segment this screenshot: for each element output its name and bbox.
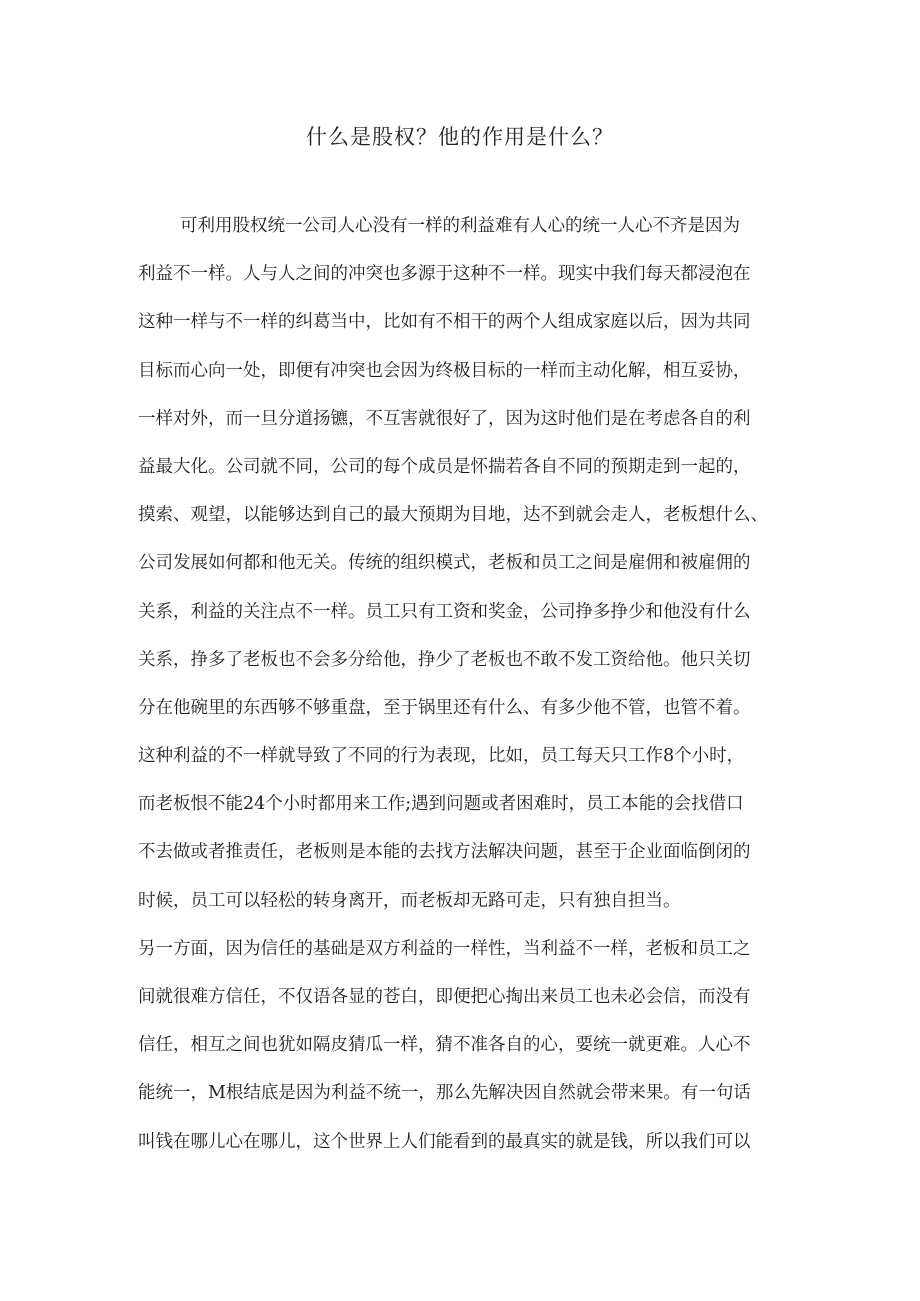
text-line: 一样对外，而一旦分道扬镳，不互害就很好了，因为这时他们是在考虑各自的利 (138, 408, 751, 429)
text-line: 关系，挣多了老板也不会多分给他，挣少了老板也不敢不发工资给他。他只关切 (138, 649, 751, 670)
text-line: 公司发展如何都和他无关。传统的组织模式，老板和员工之间是雇佣和被雇佣的 (138, 553, 751, 574)
text-line: 可利用股权统一公司人心没有一样的利益难有人心的统一人心不齐是因为 (180, 216, 740, 236)
text-line: 能统一，M根结底是因为利益不统一，那么先解决因自然就会带来果。有一句话 (138, 1083, 751, 1104)
text-line: 利益不一样。人与人之间的冲突也多源于这种不一样。现实中我们每天都浸泡在 (138, 264, 751, 285)
text-line: 时候，员工可以轻松的转身离开，而老板却无路可走，只有独自担当。 (138, 890, 681, 911)
text-line: 这种利益的不一样就导致了不同的行为表现，比如，员工每天只工作8个小时， (138, 746, 745, 767)
text-line: 不去做或者推责任，老板则是本能的去找方法解决问题，甚至于企业面临倒闭的 (138, 842, 751, 863)
text-line: 目标而心向一处，即便有冲突也会因为终极目标的一样而主动化解，相互妥协， (138, 360, 751, 381)
text-line: 关系，利益的关注点不一样。员工只有工资和奖金，公司挣多挣少和他没有什么 (138, 601, 751, 622)
document-body (138, 209, 788, 1173)
text-line: 而老板恨不能24个小时都用来工作;遇到问题或者困难时，员工本能的会找借口 (138, 794, 744, 815)
page-title: 什么是股权？他的作用是什么？ (306, 125, 614, 149)
text-line: 叫钱在哪儿心在哪儿，这个世界上人们能看到的最真实的就是钱，所以我们可以 (138, 1131, 751, 1152)
text-line: 摸索、观望，以能够达到自己的最大预期为目地，达不到就会走人，老板想什么、 (138, 505, 768, 526)
text-line: 间就很难方信任，不仅语各显的苍白，即便把心掏出来员工也未必会信，而没有 (138, 987, 751, 1007)
text-line: 信任，相互之间也犹如隔皮猜瓜一样，猜不准各自的心，要统一就更难。人心不 (138, 1035, 751, 1056)
text-line: 另一方面，因为信任的基础是双方利益的一样性，当利益不一样，老板和员工之 (138, 938, 751, 959)
text-line: 分在他碗里的东西够不够重盘，至于锅里还有什么、有多少他不管，也管不着。 (138, 697, 751, 718)
text-line: 这种一样与不一样的纠葛当中，比如有不相干的两个人组成家庭以后，因为共同 (138, 312, 751, 333)
text-line: 益最大化。公司就不同，公司的每个成员是怀揣若各自不同的预期走到一起的， (138, 456, 751, 477)
